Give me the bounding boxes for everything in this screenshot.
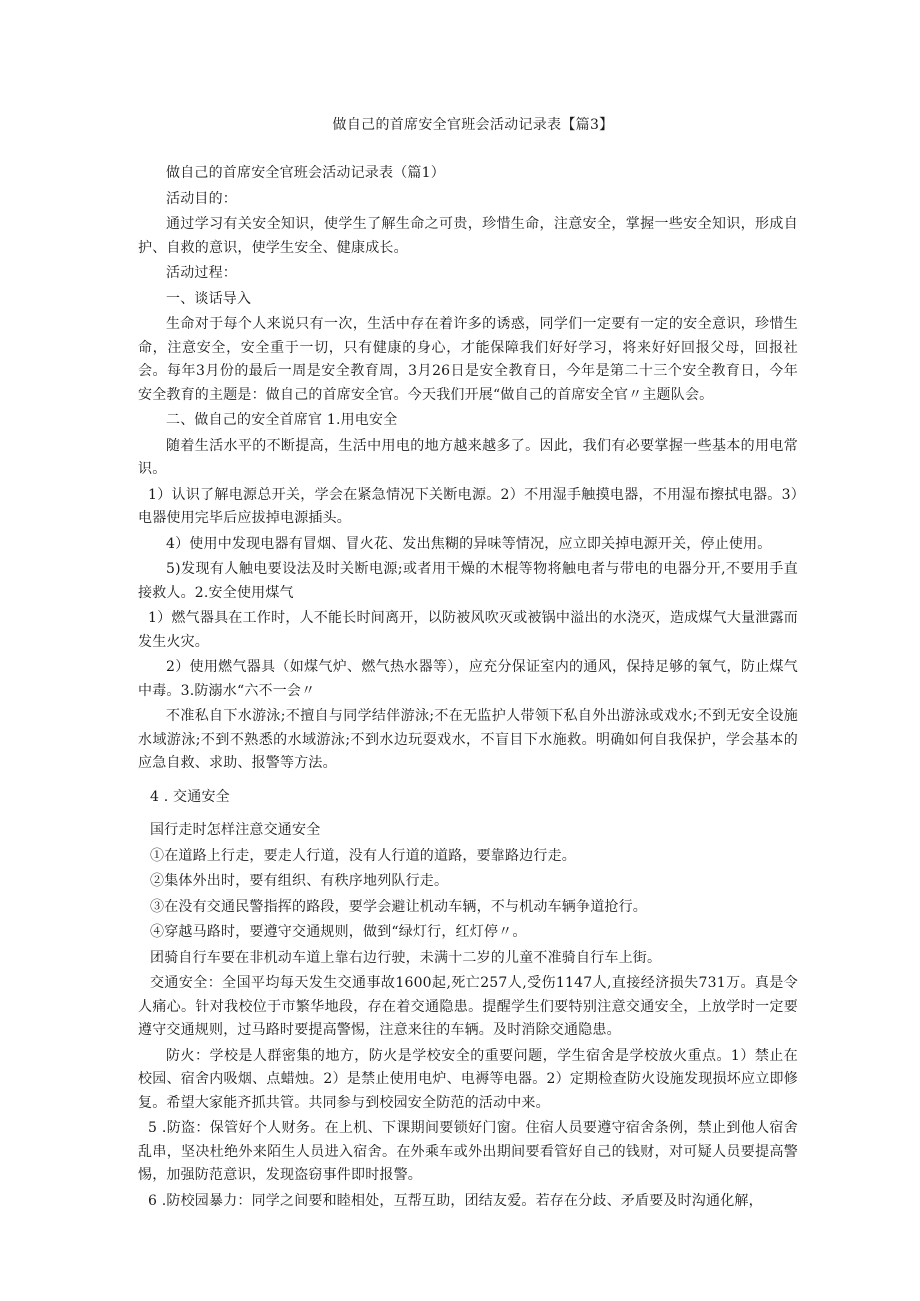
paragraph: 4 . 交通安全	[150, 788, 230, 805]
paragraph: 5)发现有人触电要设法及时关断电源;或者用干燥的木棍等物将触电者与带电的电器分开,不要用手直接救人。2.安全使用煤气	[138, 561, 798, 601]
paragraph: 一、谈话导入	[166, 290, 252, 307]
paragraph: ②集体外出时，要有组织、有秩序地列队行走。	[150, 873, 449, 889]
paragraph: 不准私自下水游泳;不擅自与同学结伴游泳;不在无监护人带领下私自外出游泳或戏水;不到无安全设施水域游泳;不到不熟悉的水域游泳;不到水边玩耍戏水，不盲目下水施救。明确如何自我保护，学会基本的应急自救、求助、报警等方法。	[138, 708, 798, 771]
paragraph: 5 .防盗：保管好个人财务。在上机、下课期间要锁好门窗。住宿人员要遵守宿舍条例，禁止到他人宿舍乱串，坚决杜绝外来陌生人员进入宿舍。在外乘车或外出期间要看管好自己的钱财，对可疑人员要提高警惕，加强防范意识，发现盗窃事件即时报警。	[138, 1120, 798, 1183]
paragraph: 4）使用中发现电器有冒烟、冒火花、发出焦糊的异味等情况，应立即关掉电源开关，停止使用。	[166, 535, 772, 552]
paragraph: 国行走时怎样注意交通安全	[150, 822, 321, 838]
paragraph: 二、做自己的安全首席官 1.用电安全	[166, 412, 398, 428]
paragraph: 通过学习有关安全知识，使学生了解生命之可贵，珍惜生命，注意安全，掌握一些安全知识，形成自护、自救的意识，使学生安全、健康成长。	[138, 216, 798, 256]
document-page	[138, 114, 798, 1215]
paragraph: 活动目的：	[166, 190, 237, 207]
paragraph: 团骑自行车要在非机动车道上靠右边行驶，未满十二岁的儿童不准骑自行车上街。	[150, 949, 662, 966]
paragraph: 活动过程：	[166, 265, 237, 281]
paragraph: 防火：学校是人群密集的地方，防火是学校安全的重要问题，学生宿舍是学校放火重点。1）禁止在校园、宿舍内吸烟、点蜡烛。2）是禁止使用电炉、电褥等电器。2）定期检查防火设施发现损坏应立即修复。希望大家能齐抓共管。共同参与到校园安全防范的活动中来。	[138, 1047, 798, 1111]
paragraph: ①在道路上行走，要走人行道，没有人行道的道路，要靠路边行走。	[150, 847, 576, 864]
paragraph: 6 .防校园暴力：同学之间要和睦相处，互帮互助，团结友爱。若存在分歧、矛盾要及时沟通化解，	[148, 1192, 763, 1209]
section-heading: 做自己的首席安全官班会活动记录表（篇1）	[166, 165, 445, 181]
paragraph: 1）认识了解电源总开关，学会在紧急情况下关断电源。2）不用湿手触摸电器，不用湿布擦拭电器。3）电器使用完毕后应拔掉电源插头。	[138, 486, 798, 526]
paragraph: 1）燃气器具在工作时，人不能长时间离开，以防被风吹灭或被锅中溢出的水浇灭，造成煤气大量泄露而发生火灾。	[138, 610, 798, 650]
paragraph: 2）使用燃气器具（如煤气炉、燃气热水器等），应充分保证室内的通风，保持足够的氧气，防止煤气中毒。3.防溺水“六不一会〃	[138, 659, 798, 699]
paragraph: ④穿越马路时，要遵守交通规则，做到“绿灯行，红灯停〃。	[150, 924, 527, 940]
paragraph: 随着生活水平的不断提高，生活中用电的地方越来越多了。因此，我们有必要掌握一些基本的用电常识。	[138, 437, 798, 477]
paragraph: 交通安全：全国平均每天发生交通事故1600起,死亡257人,受伤1147人,直接经济损失731万。真是令人痛心。针对我校位于市繁华地段，存在着交通隐患。提醒学生们要特别注意交通安全，上放学时一定要遵守交通规则，过马路时要提高警惕，注意来往的车辆。及时消除交通隐患。	[138, 975, 798, 1038]
paragraph: 生命对于每个人来说只有一次，生活中存在着许多的诱惑，同学们一定要有一定的安全意识，珍惜生命，注意安全，安全重于一切，只有健康的身心，才能保障我们好好学习，将来好好回报父母，回报社会。每年3月份的最后一周是安全教育周，3月26日是安全教育日，今年是第二十三个安全教育日，今年安全教育的主题是：做自己的首席安全官。今天我们开展“做自己的首席安全官〃主题队会。	[138, 316, 798, 403]
paragraph: ③在没有交通民警指挥的路段，要学会避让机动车辆，不与机动车辆争道抢行。	[150, 898, 647, 915]
document-title: 做自己的首席安全官班会活动记录表【篇3】	[332, 117, 614, 133]
